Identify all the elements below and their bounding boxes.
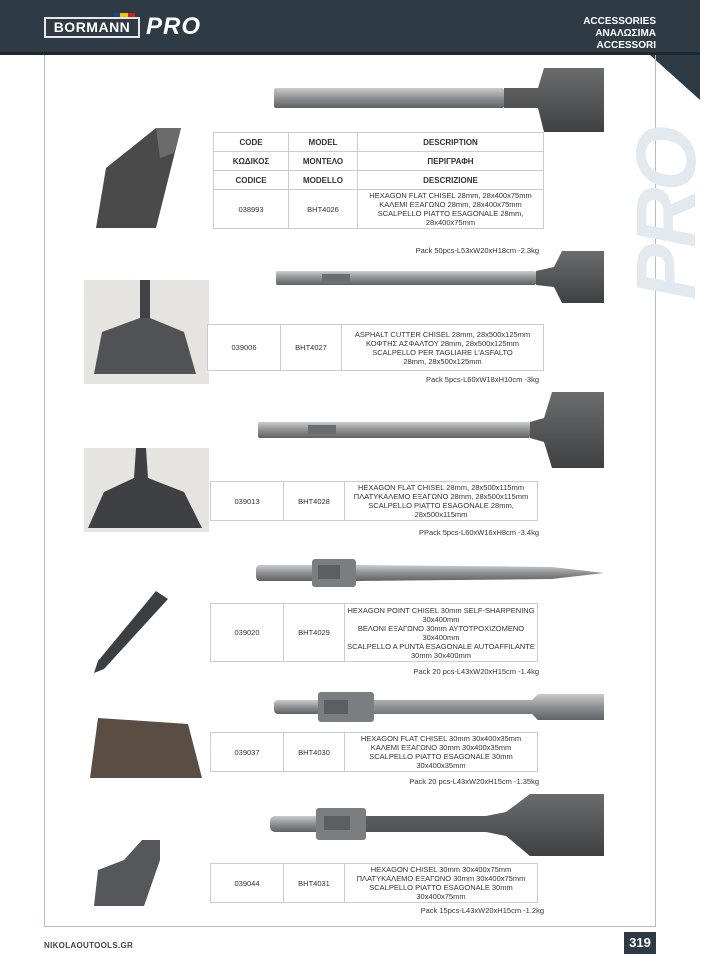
wide-hexagon-chisel-tool-image — [266, 792, 608, 858]
product-model: BHT4026 — [289, 190, 358, 229]
page-header — [0, 0, 700, 55]
pack-info: Pack 50pcs-L53xW20xH18cm -2.3kg — [415, 246, 539, 255]
pack-info: Pack 5pcs-L60xW18xH10cm -3kg — [426, 375, 539, 384]
pro-watermark: PRO — [619, 130, 713, 301]
product-model: BHT4027 — [281, 325, 342, 371]
product-description: HEXAGON CHISEL 30mm 30x400x75mm ΠΛΑΤΥΚΑΛΕΜΟ ΕΞΑΓΩΝΟ 30mm 30x400x75mm SCALPELLO PIATTO ESAGONALE 30mm 30x400x75mm — [345, 864, 538, 903]
flat-chisel-photo — [84, 448, 209, 532]
product-code: 039006 — [208, 325, 281, 371]
category-title — [583, 16, 656, 52]
chisel-closeup-photo — [86, 128, 206, 228]
header-description-gr: ΠΕΡΙΓΡΑΦΗ — [358, 152, 544, 171]
product-model: BHT4029 — [284, 604, 345, 662]
product-model: BHT4028 — [284, 482, 345, 521]
header-description: DESCRIPTION — [358, 133, 544, 152]
narrow-flat-chisel-tool-image — [270, 688, 608, 726]
pack-info: Pack 15pcs-L43xW20xH15cm -1.2kg — [420, 906, 544, 915]
header-code-it: CODICE — [214, 171, 289, 190]
wide-chisel-photo — [84, 840, 204, 912]
spec-table-3 — [210, 481, 538, 521]
pack-info: Pack 20 pcs-L43xW20xH15cm -1.4kg — [413, 667, 539, 676]
corner-decoration — [650, 55, 700, 100]
product-description: ASPHALT CUTTER CHISEL 28mm, 28x500x125mm ΚΟΦΤΗΣ ΑΣΦΑΛΤΟΥ 28mm, 28x500x125mm SCALPELLO PER TAGLIARE L'ASFALTO 28mm, 28x500x125mm — [342, 325, 544, 371]
spec-table-5 — [210, 732, 538, 772]
product-model: BHT4031 — [284, 864, 345, 903]
point-chisel-tool-image — [252, 555, 608, 591]
pack-info: Pack 20 pcs-L43xW20xH15cm -1.35kg — [409, 777, 539, 786]
website-link[interactable]: NIKOLAOUTOOLS.GR — [44, 941, 134, 950]
product-description: HEXAGON FLAT CHISEL 30mm 30x400x35mm ΚΑΛΕΜΙ ΕΞΑΓΩΝΟ 30mm 30x400x35mm SCALPELLO PIATTO ESAGONALE 30mm 30x400x35mm — [345, 733, 538, 772]
asphalt-cutter-tool-image — [272, 247, 608, 307]
product-code: 039037 — [211, 733, 284, 772]
flag-stripe — [113, 13, 135, 17]
brand-logo[interactable] — [44, 17, 140, 38]
flat-chisel-tool-image — [268, 66, 608, 136]
product-code: 039044 — [211, 864, 284, 903]
header-model-it: MODELLO — [289, 171, 358, 190]
spec-table-1 — [213, 132, 544, 229]
header-model-gr: ΜΟΝΤΕΛΟ — [289, 152, 358, 171]
product-description: HEXAGON POINT CHISEL 30mm SELF-SHARPENING 30x400mm ΒΕΛΟΝΙ ΕΞΑΓΩΝΟ 30mm ΑΥΤΟΤΡΟΧΙΖΟΜΕΝΟ 30x400mm SCALPELLO A PUNTA ESAGONALE AUTOAFFILANTE 30mm 30x400mm — [345, 604, 538, 662]
flat-chisel-tool-image — [254, 388, 608, 472]
category-line: ΑΝΑΛΩΣΙΜΑ — [595, 28, 656, 39]
header-model: MODEL — [289, 133, 358, 152]
category-line: ACCESSORIES — [583, 16, 656, 27]
category-line: ACCESSORI — [596, 40, 656, 51]
flag-color-1 — [113, 13, 120, 17]
asphalt-cutter-photo — [84, 280, 209, 384]
spec-table-4 — [210, 603, 538, 662]
point-chisel-photo — [84, 589, 204, 679]
page-number: 319 — [624, 932, 656, 954]
narrow-chisel-photo — [84, 714, 209, 784]
header-code-gr: ΚΩΔΙΚΟΣ — [214, 152, 289, 171]
header-code: CODE — [214, 133, 289, 152]
spec-table-6 — [210, 863, 538, 903]
header-description-it: DESCRIZIONE — [358, 171, 544, 190]
product-code: 039020 — [211, 604, 284, 662]
product-model: BHT4030 — [284, 733, 345, 772]
pack-info: PPack 5pcs-L60xW16xH8cm -3.4kg — [418, 528, 539, 537]
brand-suffix: PRO — [146, 13, 202, 40]
product-code: 039013 — [211, 482, 284, 521]
brand-name: BORMANN — [53, 19, 131, 35]
product-description: HEXAGON FLAT CHISEL 28mm, 28x500x115mm ΠΛΑΤΥΚΑΛΕΜΟ ΕΞΑΓΩΝΟ 28mm, 28x500x115mm SCALPELLO PIATTO ESAGONALE 28mm, 28x500x115mm — [345, 482, 538, 521]
product-description: HEXAGON FLAT CHISEL 28mm, 28x400x75mm ΚΑΛΕΜΙ ΕΞΑΓΩΝΟ 28mm, 28x400x75mm SCALPELLO PIATTO ESAGONALE 28mm, 28x400x75mm — [358, 190, 544, 229]
spec-table-2 — [207, 324, 544, 371]
flag-color-2 — [120, 13, 127, 17]
flag-color-3 — [128, 13, 135, 17]
product-code: 038993 — [214, 190, 289, 229]
